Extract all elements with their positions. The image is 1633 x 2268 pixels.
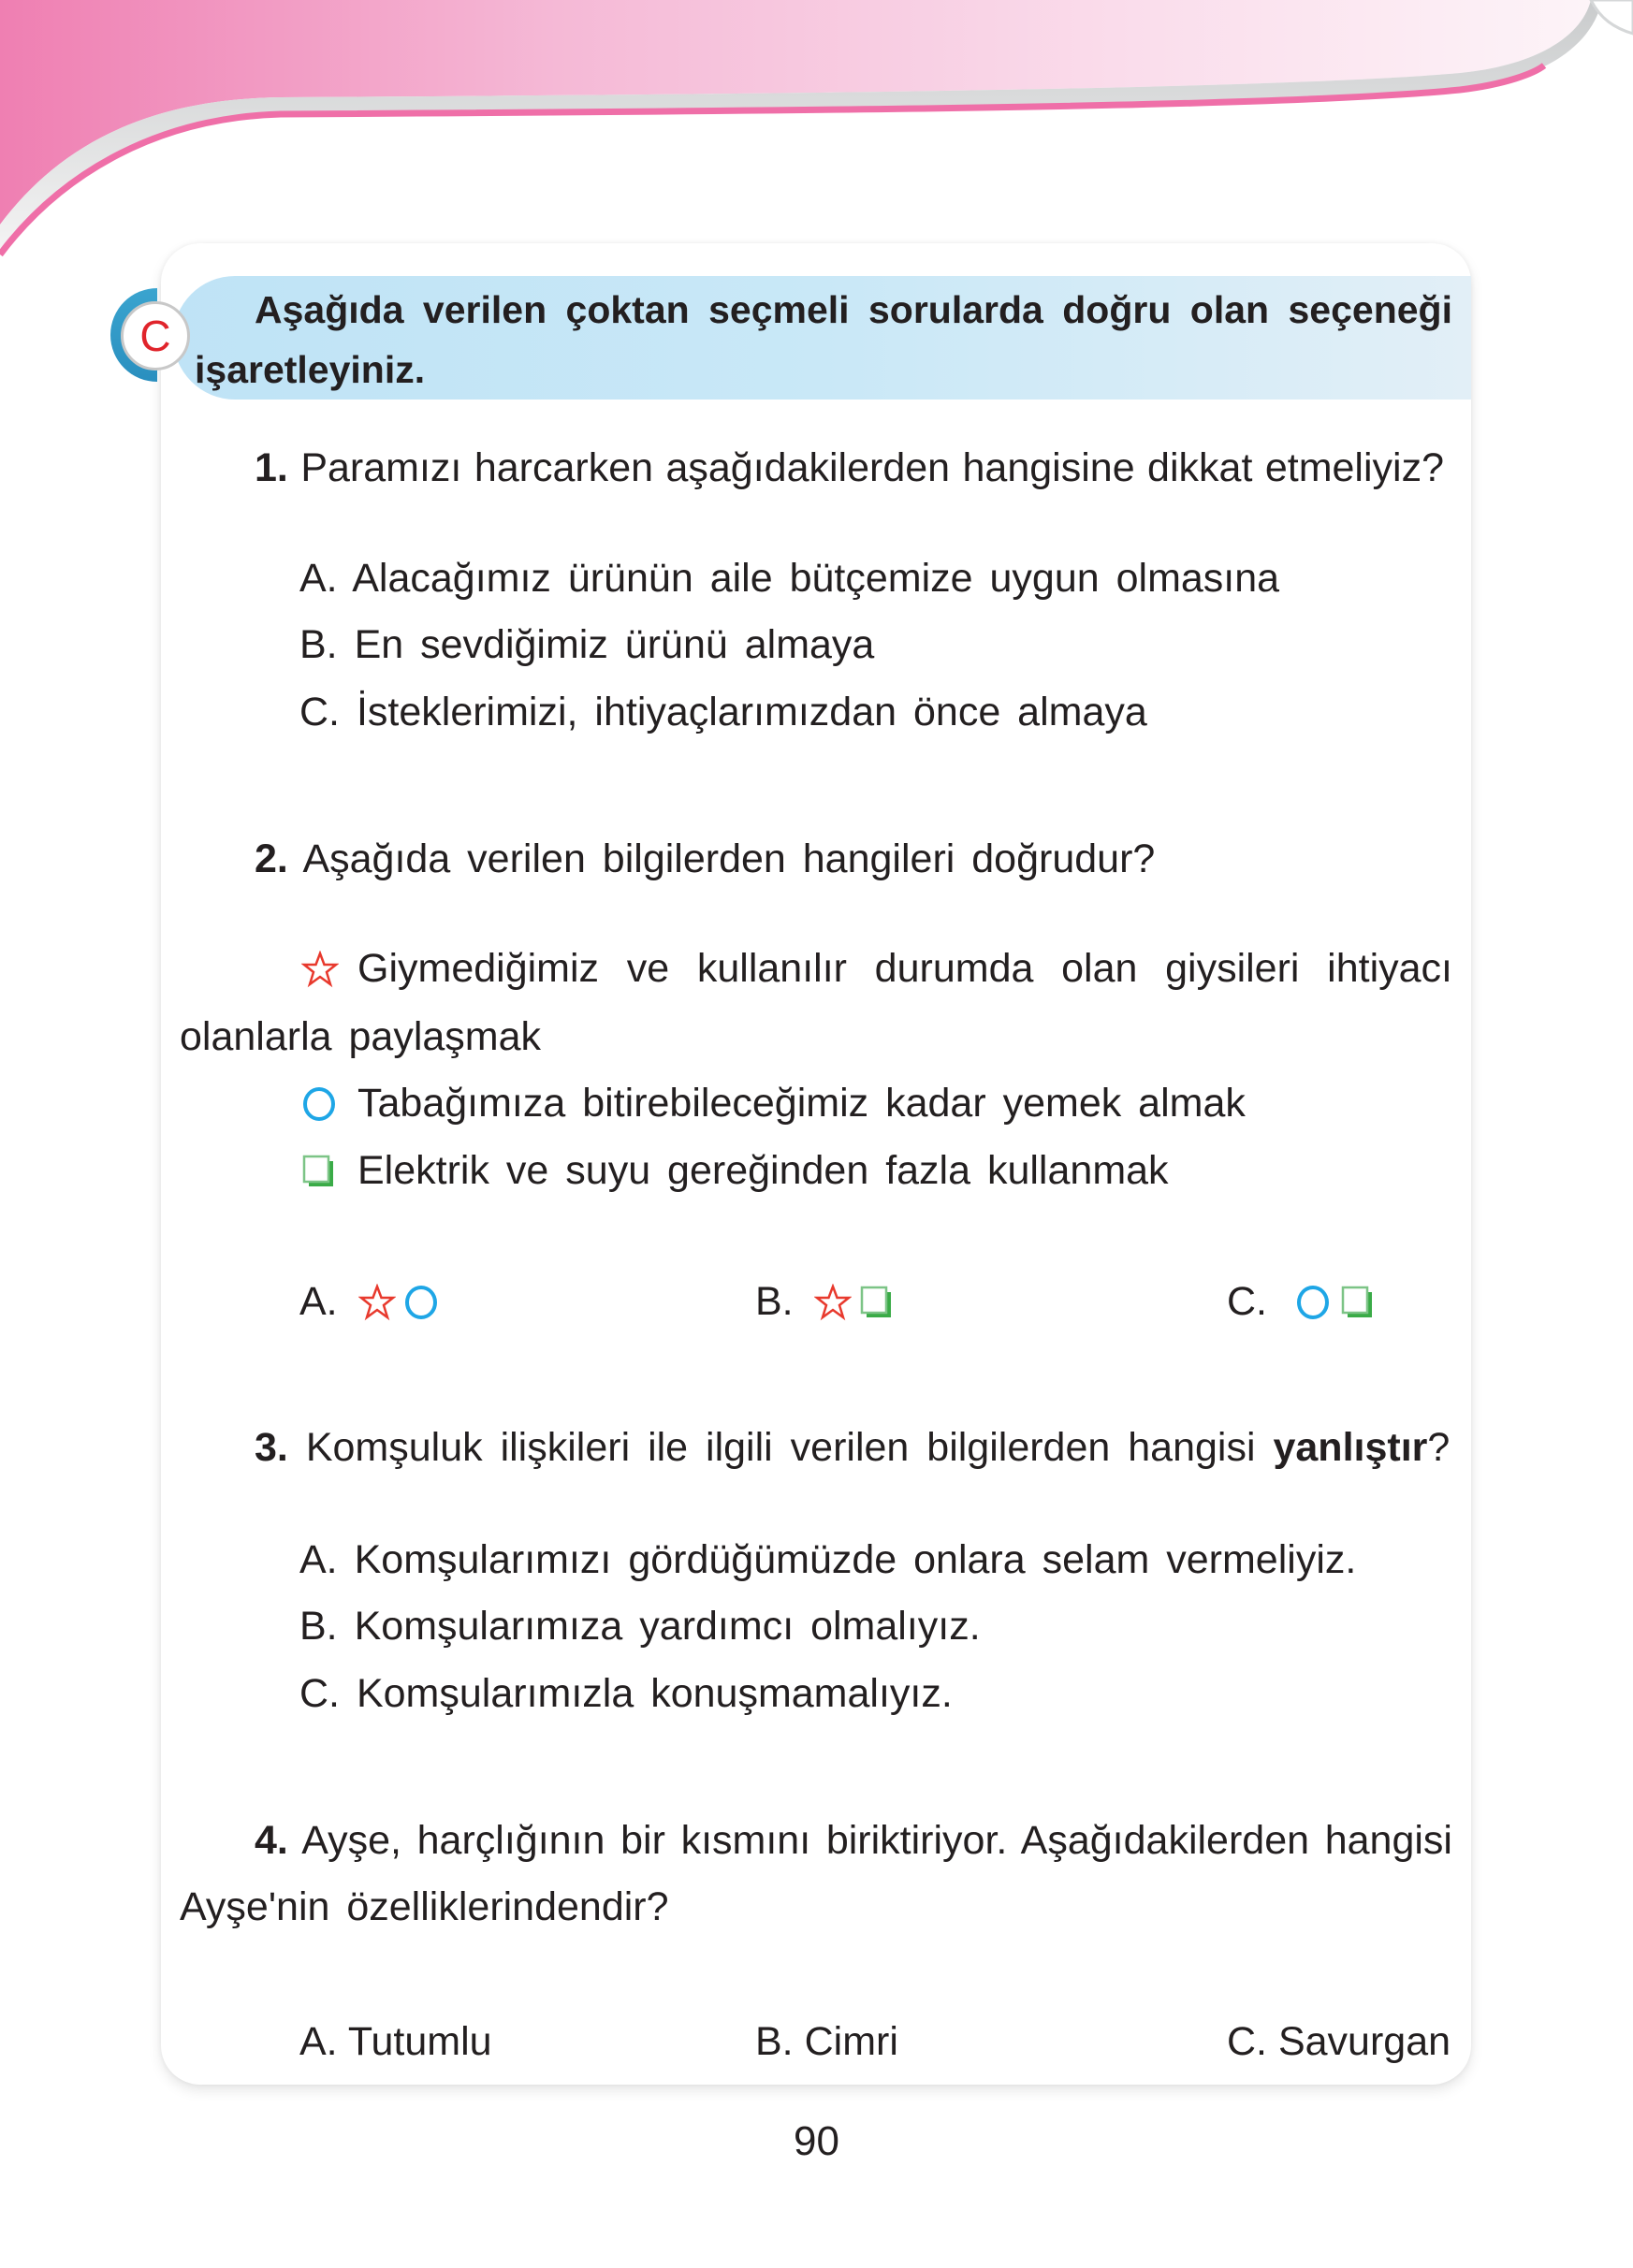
option-label: B. bbox=[755, 1279, 794, 1324]
question-mark: ? bbox=[1427, 1425, 1451, 1470]
option-label: C. bbox=[299, 690, 340, 734]
square-icon bbox=[301, 1153, 337, 1190]
question-emphasis: yanlıştır bbox=[1273, 1425, 1428, 1470]
question-number: 4. bbox=[255, 1818, 288, 1863]
option-text: Komşularımızla konuşmamalıyız. bbox=[356, 1671, 953, 1716]
q4-option-a[interactable] bbox=[299, 2019, 492, 2064]
q1-option-a[interactable] bbox=[299, 556, 1280, 601]
header-decoration bbox=[0, 0, 1633, 281]
section-badge-letter: C bbox=[139, 312, 171, 360]
question-number: 1. bbox=[255, 445, 288, 490]
instruction-line-1: Aşağıda verilen çoktan seçmeli sorularda doğru olan seçeneği bbox=[255, 288, 1452, 331]
star-icon bbox=[358, 1284, 396, 1321]
question-text: Komşuluk ilişkileri ile ilgili verilen bilgilerden hangisi bbox=[305, 1425, 1256, 1470]
instruction-line-2: işaretleyiniz. bbox=[195, 348, 426, 391]
question-text: Paramızı harcarken aşağıdakilerden hangisine dikkat etmeliyiz? bbox=[300, 445, 1444, 490]
q2-statement-star-cont: olanlarla paylaşmak bbox=[180, 1014, 542, 1059]
q4-option-c[interactable] bbox=[1227, 2019, 1451, 2064]
statement-text: Elektrik ve suyu gereğinden fazla kullanmak bbox=[357, 1148, 1169, 1193]
question-4-cont: Ayşe'nin özelliklerindendir? bbox=[180, 1884, 669, 1929]
circle-icon bbox=[1295, 1284, 1331, 1321]
option-label: B. bbox=[755, 2019, 794, 2064]
option-label: B. bbox=[299, 622, 338, 667]
option-label: C. bbox=[299, 1671, 340, 1716]
q2-option-b[interactable] bbox=[755, 1279, 895, 1324]
q2-statement-star bbox=[301, 946, 1452, 991]
option-text: Komşularımızı gördüğümüzde onlara selam vermeliyiz. bbox=[354, 1537, 1357, 1582]
square-icon bbox=[859, 1284, 895, 1321]
statement-text: Giymediğimiz ve kullanılır durumda olan giysileri ihtiyacı bbox=[357, 946, 1452, 991]
q3-option-a[interactable] bbox=[299, 1537, 1357, 1582]
option-label: B. bbox=[299, 1604, 338, 1649]
option-text: Komşularımıza yardımcı olmalıyız. bbox=[354, 1604, 981, 1649]
option-text: Tutumlu bbox=[347, 2019, 492, 2064]
option-text: En sevdiğimiz ürünü almaya bbox=[354, 622, 875, 667]
option-label: A. bbox=[299, 1537, 338, 1582]
q1-option-b[interactable] bbox=[299, 622, 875, 667]
question-3 bbox=[255, 1425, 1451, 1470]
statement-text: Tabağımıza bitirebileceğimiz kadar yemek almak bbox=[357, 1081, 1246, 1126]
option-label: C. bbox=[1227, 2019, 1267, 2064]
section-badge bbox=[121, 301, 190, 371]
question-2 bbox=[255, 836, 1156, 881]
option-text: Cimri bbox=[804, 2019, 898, 2064]
question-text: Aşağıda verilen bilgilerden hangileri doğrudur? bbox=[302, 836, 1156, 881]
q2-option-c[interactable] bbox=[1227, 1279, 1376, 1324]
q2-statement-circle bbox=[301, 1083, 1246, 1124]
q1-option-c[interactable] bbox=[299, 692, 1147, 733]
q3-option-c[interactable] bbox=[299, 1671, 953, 1716]
option-label: C. bbox=[1227, 1279, 1267, 1324]
q2-option-a[interactable] bbox=[299, 1279, 439, 1324]
q2-statement-square bbox=[301, 1148, 1169, 1193]
page-number: 90 bbox=[794, 2118, 839, 2164]
star-icon bbox=[814, 1284, 852, 1321]
option-text: Savurgan bbox=[1277, 2019, 1451, 2064]
q4-option-b[interactable] bbox=[755, 2019, 898, 2064]
question-number: 3. bbox=[255, 1425, 288, 1470]
option-text: Alacağımız ürünün aile bütçemize uygun olmasına bbox=[352, 556, 1280, 601]
option-text: İsteklerimizi, ihtiyaçlarımızdan önce almaya bbox=[356, 690, 1147, 734]
option-label: A. bbox=[299, 1279, 338, 1324]
star-icon bbox=[301, 951, 339, 988]
option-label: A. bbox=[299, 2019, 338, 2064]
question-1 bbox=[255, 445, 1444, 490]
q3-option-b[interactable] bbox=[299, 1606, 981, 1647]
circle-icon bbox=[403, 1284, 439, 1321]
question-4 bbox=[255, 1818, 1452, 1863]
circle-icon bbox=[301, 1085, 337, 1123]
question-number: 2. bbox=[255, 836, 288, 881]
square-icon bbox=[1340, 1284, 1376, 1321]
option-label: A. bbox=[299, 556, 338, 601]
question-text: Ayşe, harçlığının bir kısmını biriktiriyor. Aşağıdakilerden hangisi bbox=[301, 1818, 1452, 1863]
